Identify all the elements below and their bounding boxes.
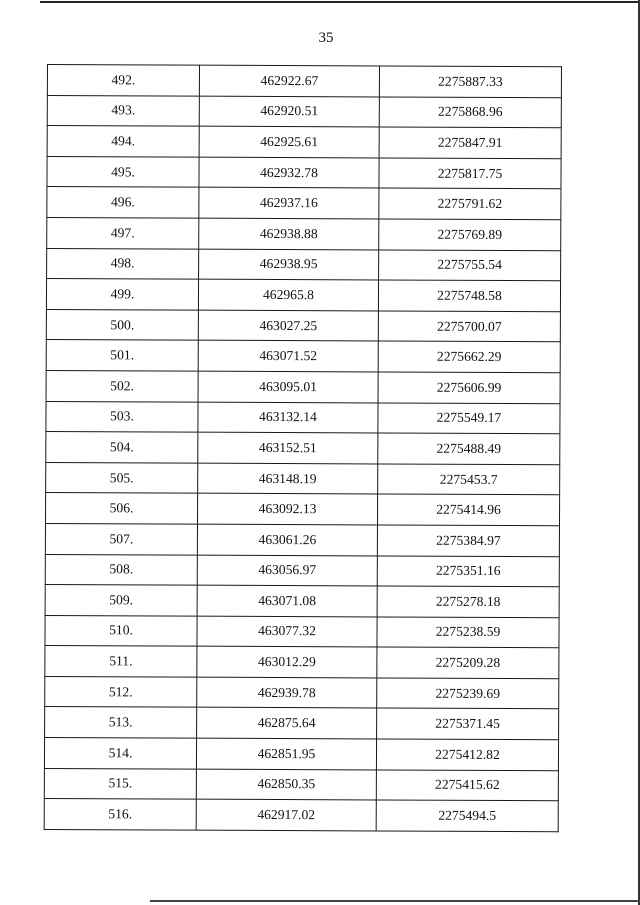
y-coordinate-cell: 2275453.7	[378, 464, 560, 495]
point-number-cell: 504.	[46, 432, 198, 463]
page-number: 35	[318, 30, 334, 46]
y-coordinate-cell: 2275549.17	[378, 402, 560, 433]
x-coordinate-cell: 462851.95	[196, 738, 376, 769]
point-number-cell: 512.	[45, 676, 197, 707]
table-row	[46, 462, 560, 495]
y-coordinate-cell: 2275209.28	[377, 647, 559, 678]
y-coordinate-cell: 2275847.91	[379, 127, 561, 158]
x-coordinate-cell: 462932.78	[199, 157, 379, 188]
scan-edge-bottom	[150, 900, 640, 902]
x-coordinate-cell: 463077.32	[197, 616, 377, 647]
table-row	[47, 217, 561, 250]
table-row	[45, 707, 559, 740]
y-coordinate-cell: 2275415.62	[376, 770, 558, 801]
point-number-cell: 511.	[45, 646, 197, 677]
x-coordinate-cell: 463061.26	[197, 524, 377, 555]
point-number-cell: 505.	[46, 462, 198, 493]
point-number-cell: 497.	[47, 217, 199, 248]
x-coordinate-cell: 463152.51	[198, 432, 378, 463]
x-coordinate-cell: 463027.25	[198, 310, 378, 341]
table-row	[46, 340, 560, 373]
table-row	[44, 799, 558, 832]
point-number-cell: 516.	[44, 799, 196, 830]
y-coordinate-cell: 2275748.58	[378, 280, 560, 311]
y-coordinate-cell: 2275887.33	[379, 66, 561, 97]
coordinates-table-body	[44, 65, 561, 832]
y-coordinate-cell: 2275239.69	[377, 678, 559, 709]
y-coordinate-cell: 2275238.59	[377, 617, 559, 648]
x-coordinate-cell: 463132.14	[198, 402, 378, 433]
x-coordinate-cell: 462875.64	[197, 708, 377, 739]
y-coordinate-cell: 2275606.99	[378, 372, 560, 403]
y-coordinate-cell: 2275412.82	[376, 739, 558, 770]
point-number-cell: 507.	[45, 523, 197, 554]
point-number-cell: 510.	[45, 615, 197, 646]
y-coordinate-cell: 2275662.29	[378, 341, 560, 372]
y-coordinate-cell: 2275494.5	[376, 800, 558, 831]
y-coordinate-cell: 2275700.07	[378, 311, 560, 342]
y-coordinate-cell: 2275351.16	[377, 555, 559, 586]
x-coordinate-cell: 462965.8	[198, 279, 378, 310]
point-number-cell: 500.	[46, 309, 198, 340]
point-number-cell: 501.	[46, 340, 198, 371]
table-row	[45, 615, 559, 648]
x-coordinate-cell: 462925.61	[199, 126, 379, 157]
table-row	[47, 65, 561, 98]
x-coordinate-cell: 463012.29	[197, 646, 377, 677]
y-coordinate-cell: 2275868.96	[379, 97, 561, 128]
point-number-cell: 509.	[45, 585, 197, 616]
y-coordinate-cell: 2275414.96	[377, 494, 559, 525]
x-coordinate-cell: 463056.97	[197, 555, 377, 586]
table-row	[46, 279, 560, 312]
y-coordinate-cell: 2275755.54	[379, 250, 561, 281]
table-row	[47, 248, 561, 281]
y-coordinate-cell: 2275371.45	[377, 708, 559, 739]
point-number-cell: 495.	[47, 156, 199, 187]
y-coordinate-cell: 2275817.75	[379, 158, 561, 189]
point-number-cell: 493.	[47, 95, 199, 126]
table-row	[46, 309, 560, 342]
table-row	[46, 432, 560, 465]
table-row	[45, 493, 559, 526]
point-number-cell: 515.	[44, 768, 196, 799]
point-number-cell: 502.	[46, 370, 198, 401]
table-row	[47, 187, 561, 220]
table-row	[46, 401, 560, 434]
x-coordinate-cell: 463071.52	[198, 341, 378, 372]
point-number-cell: 506.	[45, 493, 197, 524]
table-row	[44, 738, 558, 771]
x-coordinate-cell: 462920.51	[199, 96, 379, 127]
point-number-cell: 513.	[45, 707, 197, 738]
y-coordinate-cell: 2275488.49	[378, 433, 560, 464]
point-number-cell: 499.	[46, 279, 198, 310]
point-number-cell: 492.	[47, 65, 199, 96]
point-number-cell: 514.	[44, 738, 196, 769]
table-row	[45, 585, 559, 618]
scan-edge-top	[40, 1, 640, 3]
point-number-cell: 494.	[47, 126, 199, 157]
y-coordinate-cell: 2275769.89	[379, 219, 561, 250]
point-number-cell: 496.	[47, 187, 199, 218]
x-coordinate-cell: 463148.19	[198, 463, 378, 494]
coordinates-table	[44, 64, 562, 832]
x-coordinate-cell: 463095.01	[198, 371, 378, 402]
table-row	[44, 768, 558, 801]
y-coordinate-cell: 2275384.97	[377, 525, 559, 556]
x-coordinate-cell: 463071.08	[197, 585, 377, 616]
x-coordinate-cell: 463092.13	[197, 493, 377, 524]
x-coordinate-cell: 462939.78	[197, 677, 377, 708]
y-coordinate-cell: 2275791.62	[379, 188, 561, 219]
table-row	[47, 126, 561, 159]
table-row	[45, 676, 559, 709]
table-row	[45, 523, 559, 556]
table-row	[47, 156, 561, 189]
table-row	[45, 646, 559, 679]
y-coordinate-cell: 2275278.18	[377, 586, 559, 617]
table-row	[45, 554, 559, 587]
x-coordinate-cell: 462922.67	[199, 65, 379, 96]
point-number-cell: 503.	[46, 401, 198, 432]
table-row	[46, 370, 560, 403]
x-coordinate-cell: 462917.02	[196, 799, 376, 830]
point-number-cell: 508.	[45, 554, 197, 585]
x-coordinate-cell: 462937.16	[199, 188, 379, 219]
table-row	[47, 95, 561, 128]
x-coordinate-cell: 462938.95	[199, 249, 379, 280]
x-coordinate-cell: 462938.88	[199, 218, 379, 249]
x-coordinate-cell: 462850.35	[196, 769, 376, 800]
point-number-cell: 498.	[47, 248, 199, 279]
